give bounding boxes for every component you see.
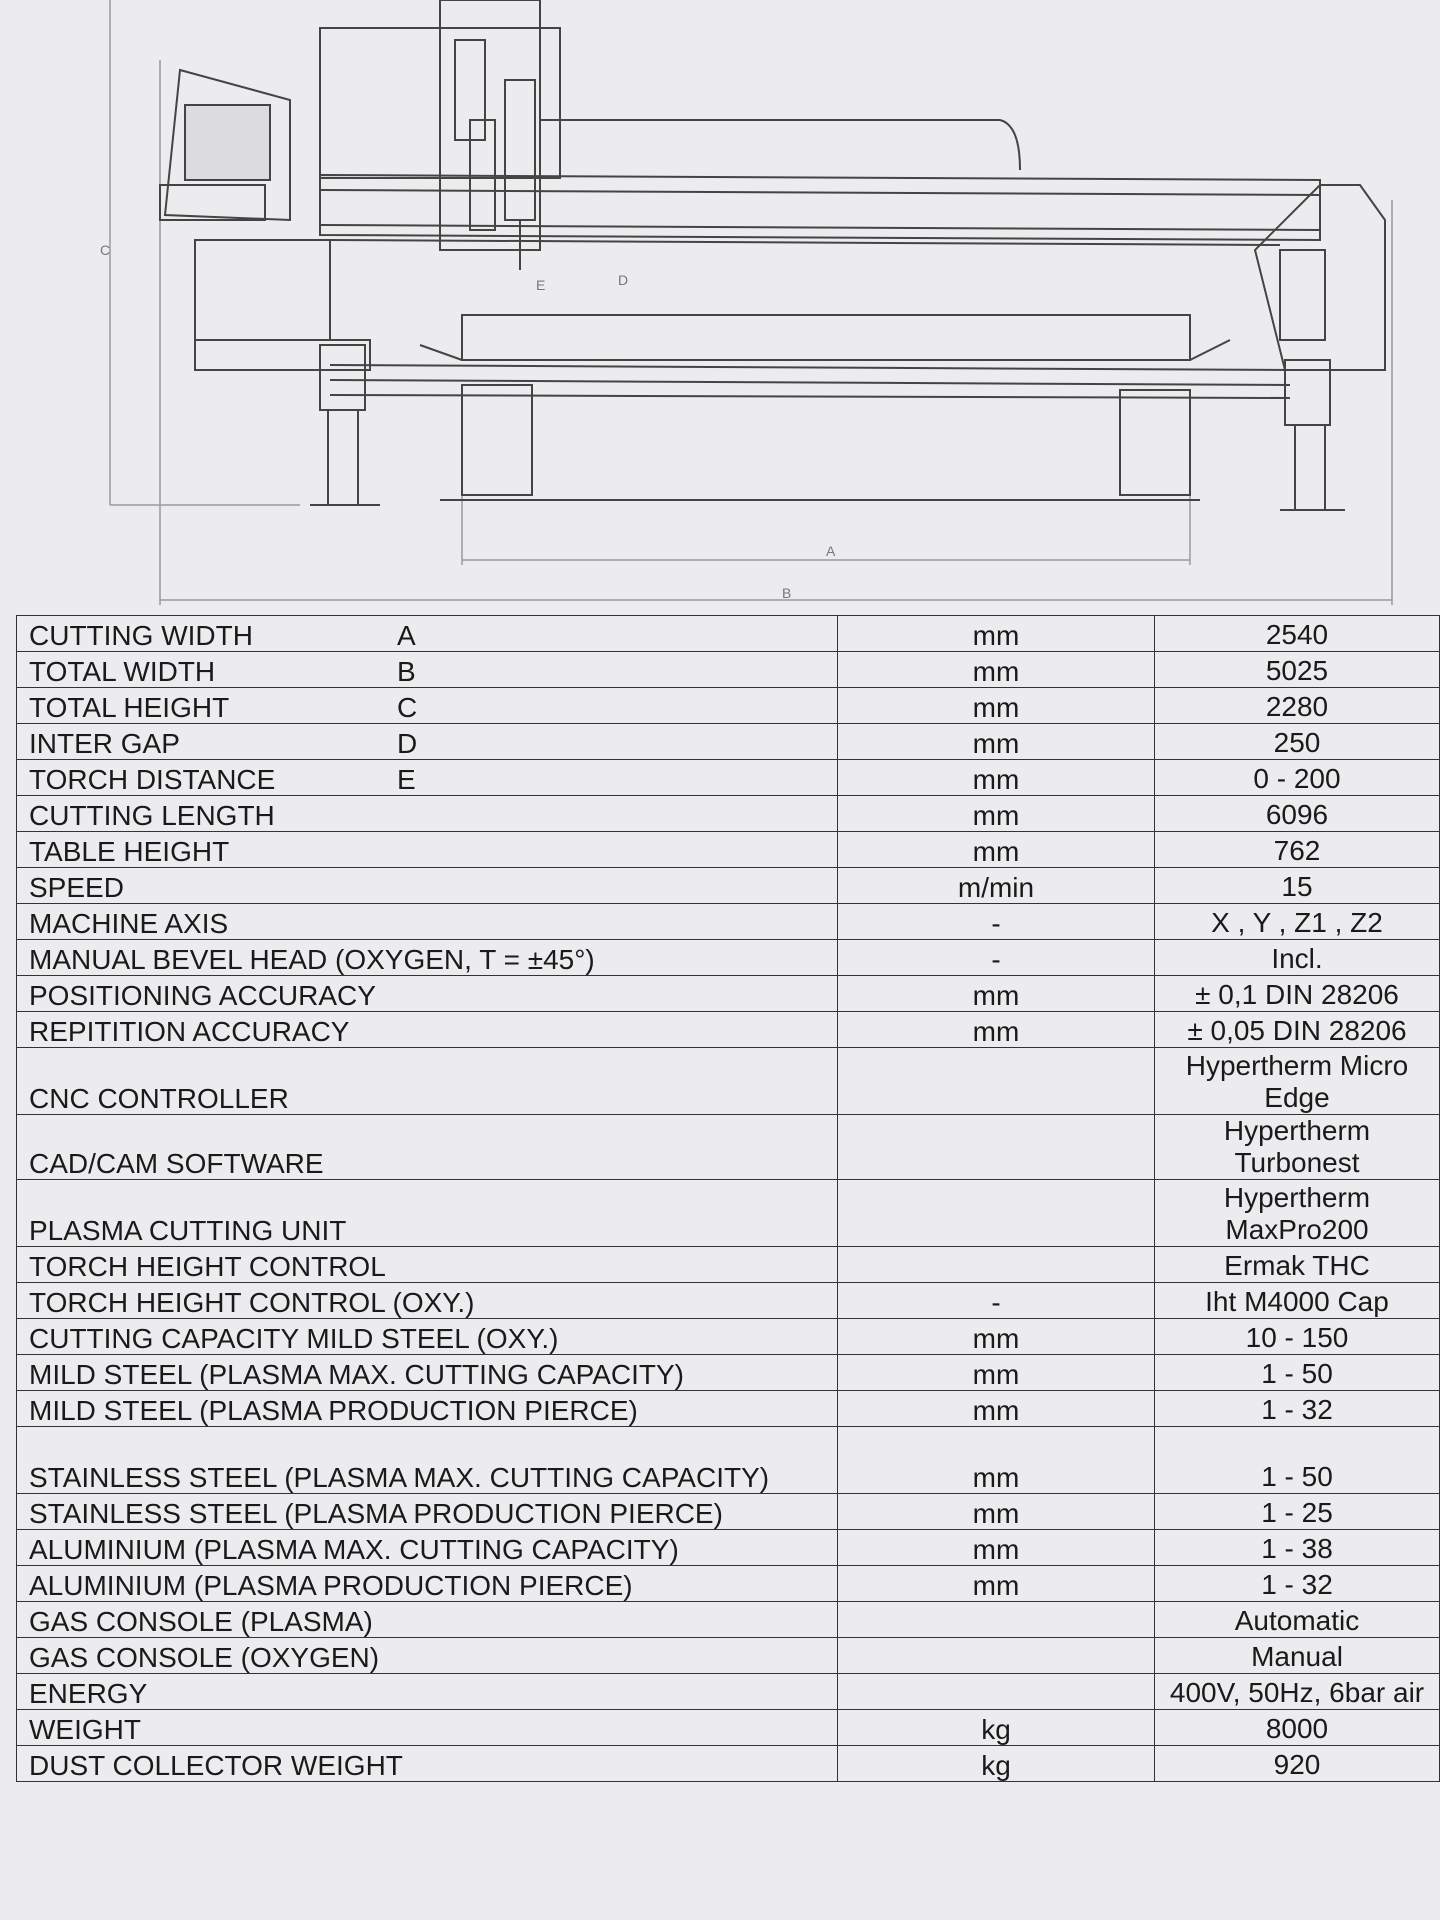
spec-row xyxy=(17,724,1440,760)
spec-value: 1 - 50 xyxy=(1155,1355,1440,1391)
spec-unit: mm xyxy=(838,1530,1155,1566)
spec-name-cell xyxy=(17,868,838,904)
spec-name-cell xyxy=(17,832,838,868)
spec-row xyxy=(17,1180,1440,1247)
spec-unit: mm xyxy=(838,976,1155,1012)
spec-name: CNC CONTROLLER xyxy=(29,1083,289,1114)
spec-value: Hypertherm Turbonest xyxy=(1155,1115,1440,1180)
spec-unit: mm xyxy=(838,616,1155,652)
spec-value: 6096 xyxy=(1155,796,1440,832)
spec-name-cell xyxy=(17,1710,838,1746)
spec-row xyxy=(17,1283,1440,1319)
spec-name-cell xyxy=(17,1012,838,1048)
spec-unit: mm xyxy=(838,688,1155,724)
spec-value: 10 - 150 xyxy=(1155,1319,1440,1355)
spec-row xyxy=(17,1319,1440,1355)
spec-name: TORCH HEIGHT CONTROL (OXY.) xyxy=(29,1287,475,1318)
spec-name: TOTAL HEIGHT xyxy=(29,692,230,723)
spec-name: TABLE HEIGHT xyxy=(29,836,230,867)
spec-row xyxy=(17,1638,1440,1674)
spec-name: INTER GAP xyxy=(29,728,180,759)
spec-unit: - xyxy=(838,940,1155,976)
spec-row xyxy=(17,1530,1440,1566)
spec-dimension-letter: D xyxy=(397,728,418,759)
spec-row xyxy=(17,1115,1440,1180)
spec-row xyxy=(17,1674,1440,1710)
spec-row xyxy=(17,940,1440,976)
spec-name-cell xyxy=(17,796,838,832)
spec-value: 1 - 32 xyxy=(1155,1391,1440,1427)
spec-unit xyxy=(838,1048,1155,1115)
spec-unit xyxy=(838,1602,1155,1638)
spec-name: ALUMINIUM (PLASMA MAX. CUTTING CAPACITY) xyxy=(29,1534,679,1565)
spec-value: X , Y , Z1 , Z2 xyxy=(1155,904,1440,940)
spec-name: MILD STEEL (PLASMA MAX. CUTTING CAPACITY) xyxy=(29,1359,684,1390)
spec-unit: mm xyxy=(838,652,1155,688)
spec-row xyxy=(17,1391,1440,1427)
spec-row xyxy=(17,796,1440,832)
spec-row xyxy=(17,1355,1440,1391)
spec-name-cell xyxy=(17,724,838,760)
spec-dimension-letter: E xyxy=(397,764,416,795)
dim-label-b: B xyxy=(782,585,792,601)
spec-name: CAD/CAM SOFTWARE xyxy=(29,1148,324,1179)
spec-name-cell xyxy=(17,1180,838,1247)
spec-name-cell xyxy=(17,760,838,796)
spec-name-cell xyxy=(17,1427,838,1494)
spec-value: 1 - 25 xyxy=(1155,1494,1440,1530)
spec-unit: mm xyxy=(838,1391,1155,1427)
spec-name: REPITITION ACCURACY xyxy=(29,1016,350,1047)
spec-row xyxy=(17,868,1440,904)
dim-label-c: C xyxy=(100,242,111,258)
spec-unit: mm xyxy=(838,1494,1155,1530)
spec-unit: mm xyxy=(838,1427,1155,1494)
spec-name-cell xyxy=(17,1602,838,1638)
spec-name-cell xyxy=(17,1746,838,1782)
specification-table xyxy=(16,615,1440,1782)
spec-row xyxy=(17,616,1440,652)
spec-row xyxy=(17,1566,1440,1602)
spec-name-cell xyxy=(17,976,838,1012)
spec-value: Manual xyxy=(1155,1638,1440,1674)
spec-name-cell xyxy=(17,1048,838,1115)
spec-unit: m/min xyxy=(838,868,1155,904)
spec-row xyxy=(17,904,1440,940)
spec-value: 5025 xyxy=(1155,652,1440,688)
spec-value: Hypertherm MaxPro200 xyxy=(1155,1180,1440,1247)
spec-unit: mm xyxy=(838,1319,1155,1355)
spec-value: 400V, 50Hz, 6bar air xyxy=(1155,1674,1440,1710)
spec-name-cell xyxy=(17,1319,838,1355)
spec-name: DUST COLLECTOR WEIGHT xyxy=(29,1750,403,1781)
spec-name: TORCH DISTANCE xyxy=(29,764,276,795)
spec-name-cell xyxy=(17,616,838,652)
spec-name: WEIGHT xyxy=(29,1714,141,1745)
spec-name-cell xyxy=(17,940,838,976)
spec-value: 0 - 200 xyxy=(1155,760,1440,796)
dim-label-d: D xyxy=(618,272,629,288)
spec-value: 920 xyxy=(1155,1746,1440,1782)
spec-name-cell xyxy=(17,1566,838,1602)
spec-value: Iht M4000 Cap xyxy=(1155,1283,1440,1319)
spec-row xyxy=(17,652,1440,688)
spec-row xyxy=(17,1012,1440,1048)
spec-name: STAINLESS STEEL (PLASMA PRODUCTION PIERCE) xyxy=(29,1498,723,1529)
spec-unit xyxy=(838,1115,1155,1180)
spec-name: PLASMA CUTTING UNIT xyxy=(29,1215,347,1246)
spec-name-cell xyxy=(17,1638,838,1674)
spec-value: ± 0,05 DIN 28206 xyxy=(1155,1012,1440,1048)
spec-name-cell xyxy=(17,1247,838,1283)
spec-unit: - xyxy=(838,1283,1155,1319)
spec-unit: mm xyxy=(838,760,1155,796)
spec-row xyxy=(17,760,1440,796)
spec-name-cell xyxy=(17,1355,838,1391)
spec-value: Incl. xyxy=(1155,940,1440,976)
spec-unit xyxy=(838,1674,1155,1710)
specification-table-body xyxy=(17,616,1440,1782)
spec-dimension-letter: A xyxy=(397,620,416,651)
spec-unit: mm xyxy=(838,724,1155,760)
spec-unit: kg xyxy=(838,1710,1155,1746)
spec-name: CUTTING WIDTH xyxy=(29,620,253,651)
spec-dimension-letter: B xyxy=(397,656,416,687)
spec-value: 2280 xyxy=(1155,688,1440,724)
spec-row xyxy=(17,1746,1440,1782)
spec-value: 15 xyxy=(1155,868,1440,904)
spec-name-cell xyxy=(17,1283,838,1319)
spec-value: ± 0,1 DIN 28206 xyxy=(1155,976,1440,1012)
spec-name-cell xyxy=(17,688,838,724)
spec-unit: mm xyxy=(838,1355,1155,1391)
spec-name-cell xyxy=(17,1494,838,1530)
machine-drawing xyxy=(0,0,1440,615)
spec-name: TORCH HEIGHT CONTROL xyxy=(29,1251,386,1282)
spec-row xyxy=(17,1048,1440,1115)
spec-value: Ermak THC xyxy=(1155,1247,1440,1283)
spec-unit xyxy=(838,1247,1155,1283)
spec-value: 2540 xyxy=(1155,616,1440,652)
spec-row xyxy=(17,976,1440,1012)
spec-name: GAS CONSOLE (OXYGEN) xyxy=(29,1642,380,1673)
dim-label-e: E xyxy=(536,277,546,293)
spec-name: CUTTING CAPACITY MILD STEEL (OXY.) xyxy=(29,1323,559,1354)
spec-name: MANUAL BEVEL HEAD (OXYGEN, T = ±45°) xyxy=(29,944,595,975)
spec-name: ENERGY xyxy=(29,1678,148,1709)
spec-name-cell xyxy=(17,652,838,688)
spec-name: TOTAL WIDTH xyxy=(29,656,216,687)
spec-row xyxy=(17,1247,1440,1283)
spec-row xyxy=(17,832,1440,868)
spec-unit: mm xyxy=(838,796,1155,832)
spec-dimension-letter: C xyxy=(397,692,418,723)
spec-name: STAINLESS STEEL (PLASMA MAX. CUTTING CAPACITY) xyxy=(29,1462,770,1493)
spec-name-cell xyxy=(17,1391,838,1427)
dim-label-a: A xyxy=(826,543,836,559)
spec-row xyxy=(17,1710,1440,1746)
spec-row xyxy=(17,1427,1440,1494)
spec-value: 1 - 50 xyxy=(1155,1427,1440,1494)
spec-unit: mm xyxy=(838,1012,1155,1048)
spec-row xyxy=(17,1494,1440,1530)
spec-unit: mm xyxy=(838,1566,1155,1602)
spec-value: 1 - 32 xyxy=(1155,1566,1440,1602)
spec-name-cell xyxy=(17,904,838,940)
spec-value: Automatic xyxy=(1155,1602,1440,1638)
spec-value: 1 - 38 xyxy=(1155,1530,1440,1566)
spec-value: 762 xyxy=(1155,832,1440,868)
spec-value: 8000 xyxy=(1155,1710,1440,1746)
spec-row xyxy=(17,1602,1440,1638)
spec-name: MACHINE AXIS xyxy=(29,908,229,939)
spec-name-cell xyxy=(17,1530,838,1566)
spec-unit: - xyxy=(838,904,1155,940)
spec-value: Hypertherm Micro Edge xyxy=(1155,1048,1440,1115)
spec-name: MILD STEEL (PLASMA PRODUCTION PIERCE) xyxy=(29,1395,638,1426)
spec-name: CUTTING LENGTH xyxy=(29,800,275,831)
spec-name-cell xyxy=(17,1674,838,1710)
spec-row xyxy=(17,688,1440,724)
spec-unit: kg xyxy=(838,1746,1155,1782)
spec-name: GAS CONSOLE (PLASMA) xyxy=(29,1606,373,1637)
spec-unit: mm xyxy=(838,832,1155,868)
spec-unit xyxy=(838,1180,1155,1247)
spec-name-cell xyxy=(17,1115,838,1180)
spec-name: SPEED xyxy=(29,872,124,903)
spec-name: ALUMINIUM (PLASMA PRODUCTION PIERCE) xyxy=(29,1570,633,1601)
spec-value: 250 xyxy=(1155,724,1440,760)
spec-name: POSITIONING ACCURACY xyxy=(29,980,376,1011)
spec-unit xyxy=(838,1638,1155,1674)
